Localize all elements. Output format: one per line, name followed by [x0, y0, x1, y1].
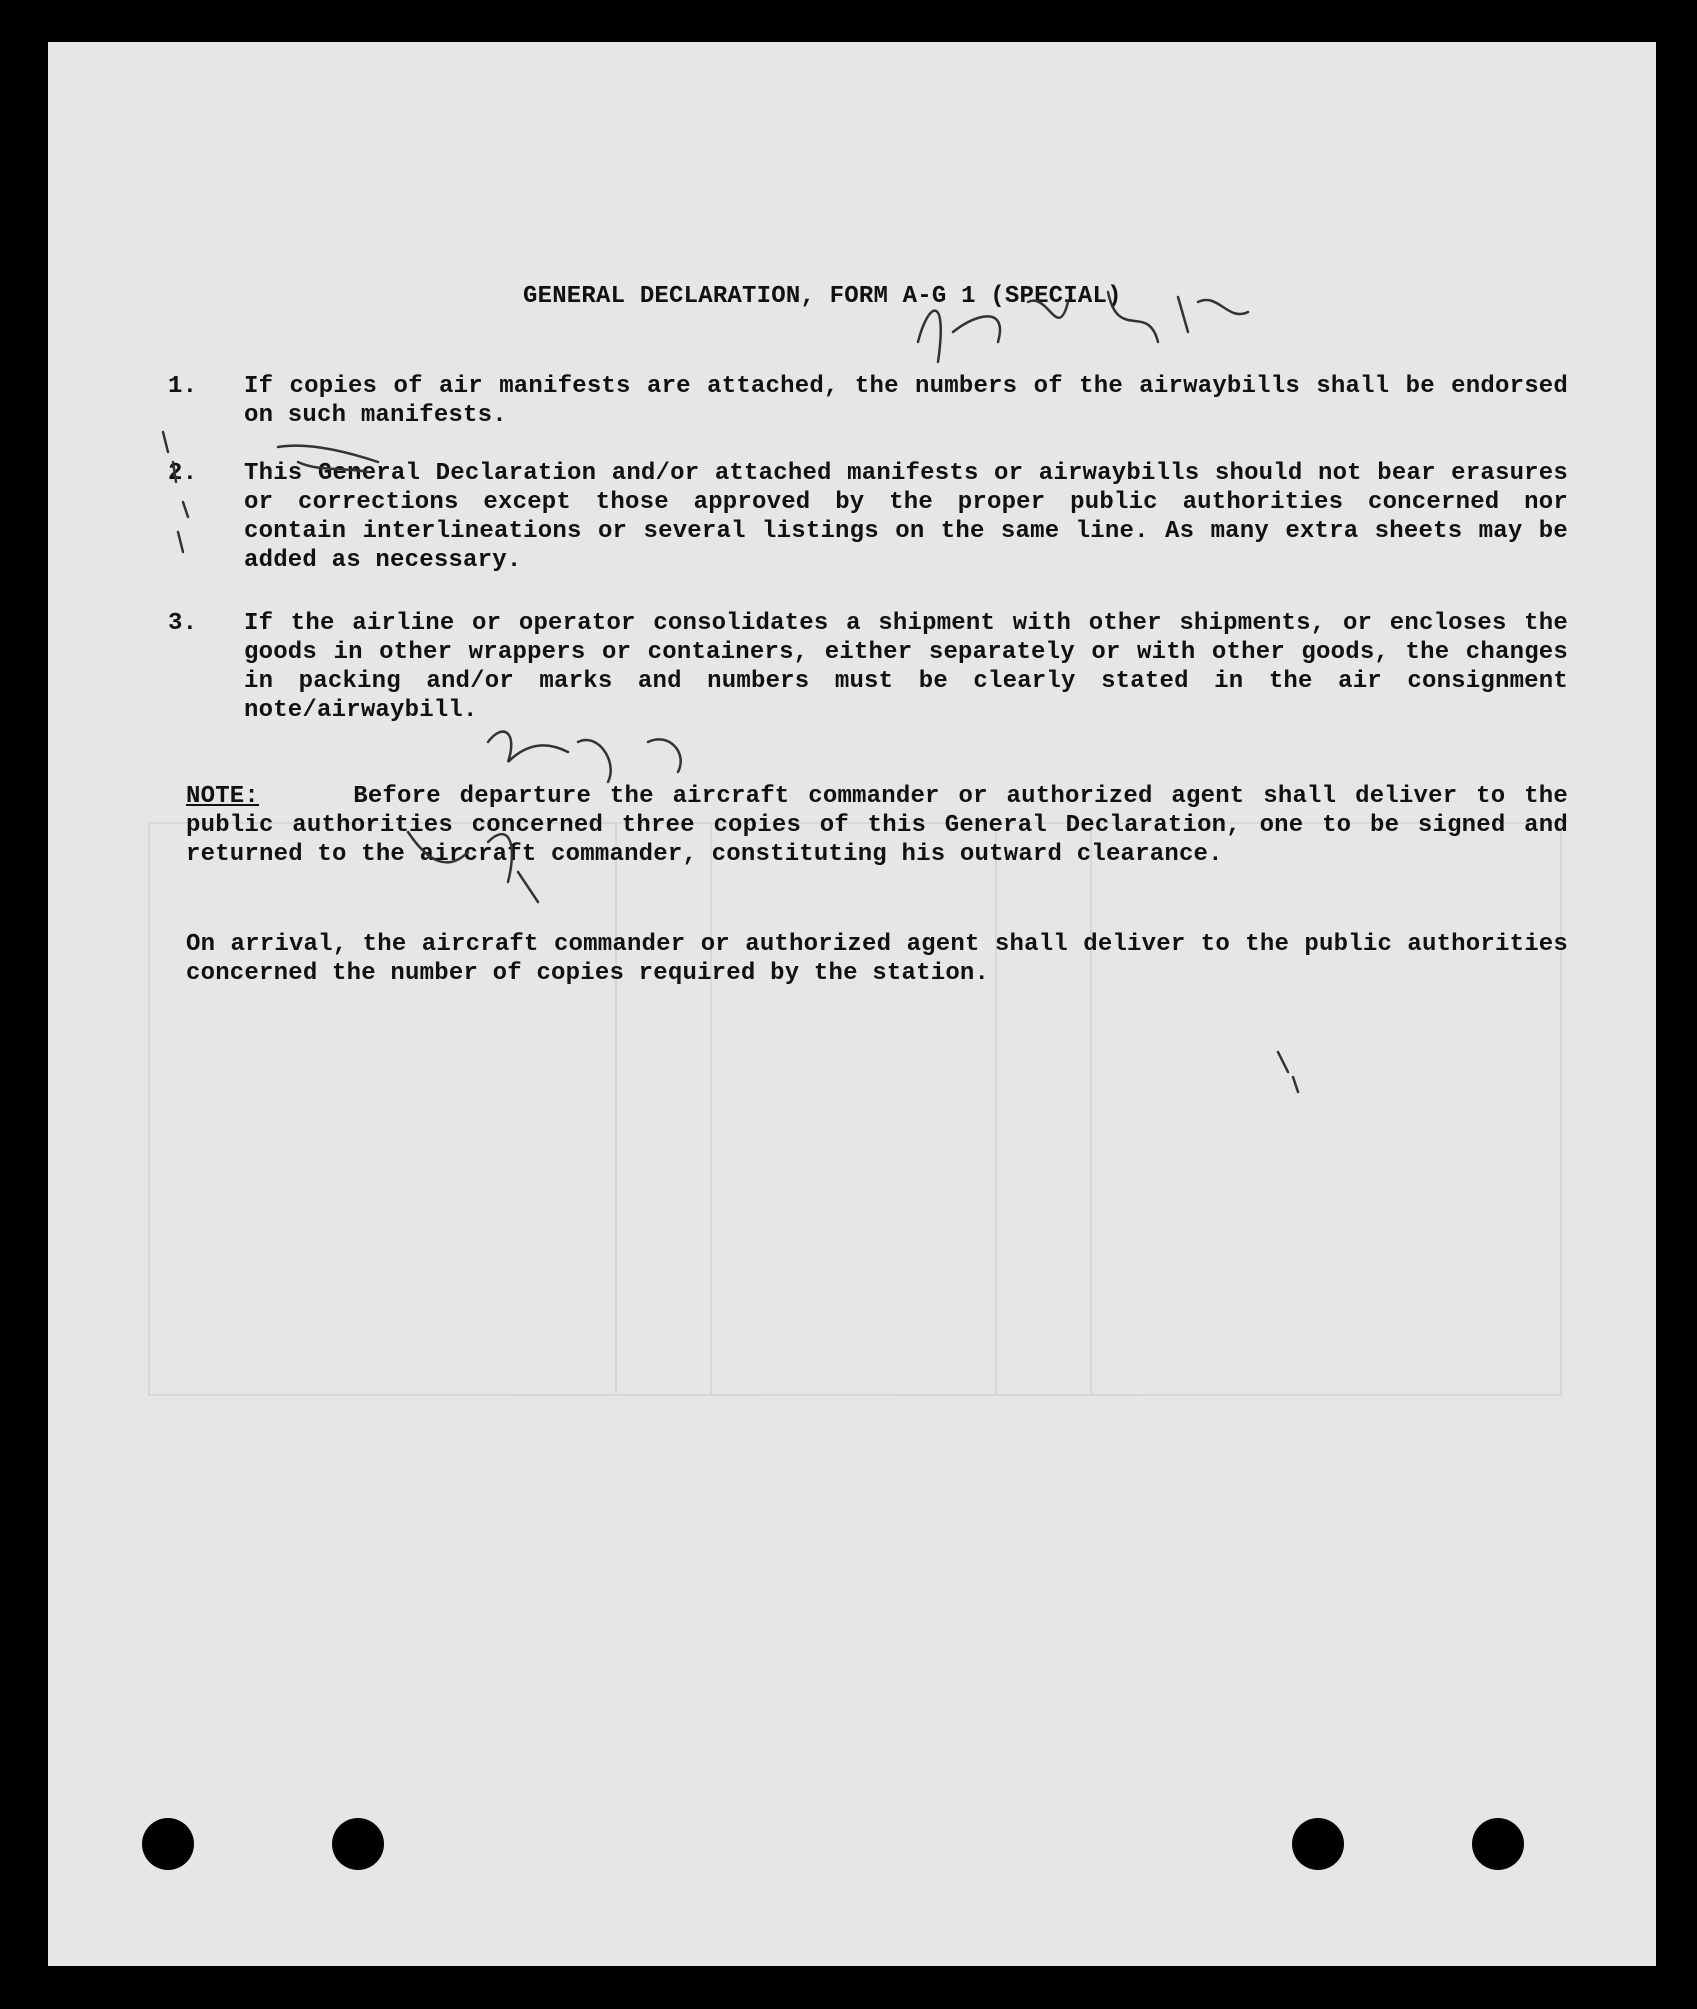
- punch-hole: [1472, 1818, 1524, 1870]
- punch-hole: [1292, 1818, 1344, 1870]
- arrival-paragraph: On arrival, the aircraft commander or authorized agent shall deliver to the public authorities concerned the number of copies required by the station.: [186, 931, 1568, 987]
- instruction-item-3: [168, 609, 1568, 725]
- note-label: NOTE:: [186, 783, 260, 810]
- item-text: If the airline or operator consolidates a shipment with other shipments, or encloses the goods in other wrappers or containers, either separately or with other goods, the changes in packing and/or marks and numbers must be clearly stated in the air consignment note/airwaybill.: [244, 610, 1568, 724]
- item-number: 1.: [168, 373, 198, 400]
- instruction-item-1: [168, 372, 1568, 430]
- show-through-table: [148, 822, 1562, 1396]
- item-text: If copies of air manifests are attached, the numbers of the airwaybills shall be endorsed on such manifests.: [244, 373, 1568, 429]
- item-number: 2.: [168, 460, 198, 487]
- note-paragraph: [186, 782, 1568, 869]
- page-title: GENERAL DECLARATION, FORM A-G 1 (SPECIAL): [523, 283, 1122, 310]
- punch-hole: [142, 1818, 194, 1870]
- document-page: [48, 42, 1656, 1966]
- note-text: Before departure the aircraft commander or authorized agent shall deliver to the public authorities concerned three copies of this General Declaration, one to be signed and returned to the aircraft commander, constituting his outward clearance.: [186, 783, 1569, 868]
- item-number: 3.: [168, 610, 198, 637]
- instruction-item-2: [168, 459, 1568, 575]
- item-text: This General Declaration and/or attached manifests or airwaybills should not bear erasures or corrections except those approved by the proper public authorities concerned nor contain interlineations or several listings on the same line. As many extra sheets may be added as necessary.: [244, 460, 1568, 574]
- punch-hole: [332, 1818, 384, 1870]
